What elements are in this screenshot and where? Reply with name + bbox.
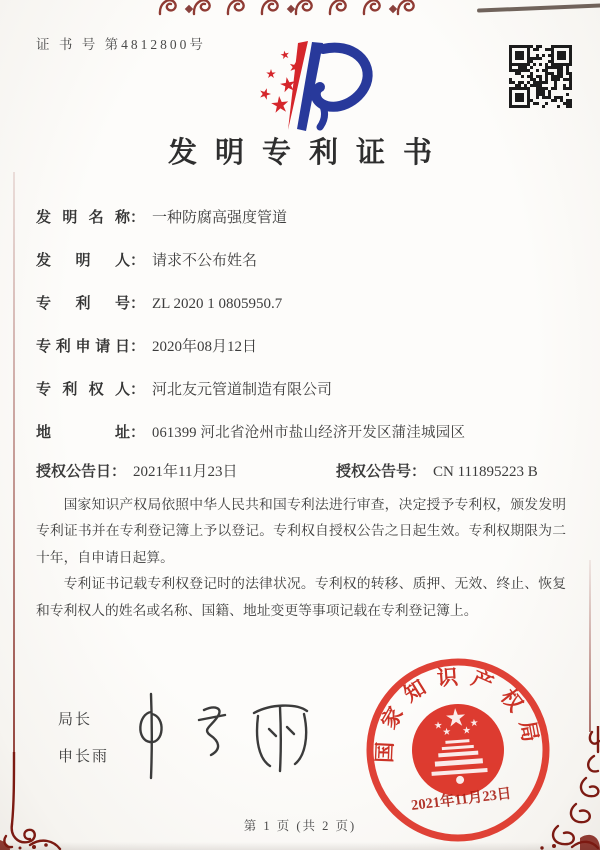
field-value: 061399 河北省沧州市盐山经济开发区蒲洼城园区 bbox=[152, 425, 466, 441]
page-number: 第 1 页 (共 2 页) bbox=[243, 819, 357, 833]
field-row-address bbox=[36, 420, 568, 446]
field-label: 发明名称 bbox=[36, 210, 130, 226]
field-label: 发明人 bbox=[36, 253, 130, 269]
field-row-inventor bbox=[36, 248, 568, 274]
field-label: 专利权人 bbox=[36, 382, 130, 398]
seal-date: 2021年11月23日 bbox=[410, 785, 513, 814]
grant-date-label: 授权公告日 bbox=[36, 464, 112, 480]
field-label: 专利号 bbox=[36, 296, 130, 312]
grant-date bbox=[36, 464, 237, 480]
field-row-filing-date bbox=[36, 334, 568, 360]
field-label: 地址 bbox=[36, 425, 130, 441]
certificate-number: 证 书 号 第4812800号 bbox=[36, 37, 206, 52]
colon: ： bbox=[111, 464, 127, 480]
field-row-invention-name bbox=[36, 205, 568, 231]
field-row-patentee bbox=[36, 377, 568, 403]
colon: ： bbox=[130, 425, 146, 441]
colon: ： bbox=[130, 296, 146, 312]
colon: ： bbox=[130, 382, 146, 398]
grant-number-value: CN 111895223 B bbox=[433, 464, 538, 480]
certificate-title: 发明专利证书 bbox=[167, 137, 450, 169]
colon: ： bbox=[411, 464, 427, 480]
top-border-ornament-icon bbox=[158, 0, 434, 20]
left-border-rule bbox=[13, 172, 15, 758]
colon: ： bbox=[130, 210, 146, 226]
qr-code bbox=[506, 42, 575, 111]
field-list bbox=[36, 205, 568, 463]
seal-agency-text: 国家知识产权局 bbox=[372, 664, 545, 764]
field-label: 专利申请日 bbox=[36, 339, 130, 355]
grant-date-value: 2021年11月23日 bbox=[133, 464, 238, 480]
colon: ： bbox=[130, 253, 146, 269]
field-row-patent-number bbox=[36, 291, 568, 317]
signature-block bbox=[58, 708, 109, 782]
field-value: 一种防腐高强度管道 bbox=[152, 210, 288, 226]
cnipa-logo-icon bbox=[222, 40, 382, 135]
field-value: 河北友元管道制造有限公司 bbox=[152, 382, 333, 398]
field-value: ZL 2020 1 0805950.7 bbox=[152, 296, 283, 312]
bottom-left-ornament-icon bbox=[0, 752, 64, 850]
field-value: 请求不公布姓名 bbox=[152, 253, 258, 269]
photo-top-edge-line bbox=[477, 3, 600, 12]
grant-number bbox=[336, 459, 538, 485]
legal-paragraph-2: 专利证书记载专利权登记时的法律状况。专利权的转移、质押、无效、终止、恢复和专利权人的姓名或名称、国籍、地址变更等事项记载在专利登记簿上。 bbox=[36, 576, 566, 618]
handwritten-signature-icon bbox=[120, 682, 340, 792]
director-name: 申长雨 bbox=[58, 749, 110, 765]
field-value: 2020年08月12日 bbox=[152, 339, 258, 355]
right-border-rule bbox=[589, 560, 591, 732]
grant-row bbox=[36, 459, 568, 485]
director-title: 局长 bbox=[58, 712, 93, 728]
colon: ： bbox=[130, 339, 146, 355]
legal-text bbox=[36, 492, 566, 624]
legal-paragraph-1: 国家知识产权局依照中华人民共和国专利法进行审查，决定授予专利权，颁发发明专利证书并在专利登记簿上予以登记。专利权自授权公告之日起生效。专利权期限为二十年，自申请日起算。 bbox=[36, 497, 566, 565]
national-emblem-icon bbox=[409, 701, 507, 799]
grant-number-label: 授权公告号 bbox=[336, 464, 412, 480]
